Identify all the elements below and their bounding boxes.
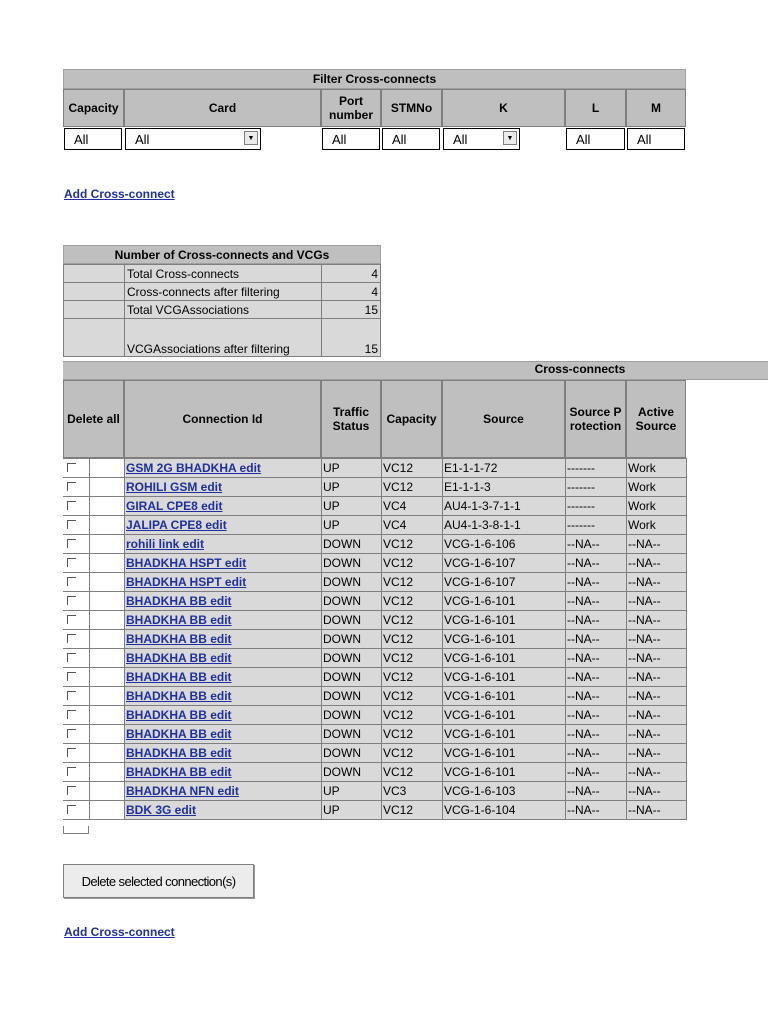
active-source-cell: --NA--	[627, 649, 687, 668]
connection-edit-link[interactable]: BHADKHA BB edit	[126, 670, 232, 684]
traffic-status-cell: UP	[322, 459, 382, 478]
row-checkbox[interactable]	[67, 634, 76, 643]
row-checkbox[interactable]	[67, 501, 76, 510]
table-row	[64, 706, 687, 725]
row-checkbox[interactable]	[67, 691, 76, 700]
source-cell: VCG-1-6-103	[443, 782, 566, 801]
capacity-cell: VC12	[382, 649, 443, 668]
traffic-status-cell: UP	[322, 782, 382, 801]
source-protection-cell: -------	[566, 459, 627, 478]
source-cell: VCG-1-6-107	[443, 554, 566, 573]
source-protection-cell: -------	[566, 497, 627, 516]
connection-id-header: Connection Id	[124, 380, 321, 458]
delete-selected-button[interactable]: Delete selected connection(s)	[63, 864, 254, 898]
table-row	[64, 611, 687, 630]
connection-edit-link[interactable]: BDK 3G edit	[126, 803, 197, 817]
traffic-status-cell: DOWN	[322, 763, 382, 782]
cross-connects-table	[63, 458, 687, 820]
summary-row	[64, 301, 381, 319]
capacity-cell: VC12	[382, 801, 443, 820]
filter-header-capacity: Capacity	[63, 89, 124, 127]
traffic-status-cell: DOWN	[322, 573, 382, 592]
filter-header-m: M	[626, 89, 686, 127]
summary-value: 4	[322, 265, 381, 283]
filter-header-k: K	[442, 89, 565, 127]
source-protection-cell: -------	[566, 478, 627, 497]
table-row	[64, 668, 687, 687]
source-protection-cell: --NA--	[566, 725, 627, 744]
row-checkbox[interactable]	[67, 577, 76, 586]
row-checkbox[interactable]	[67, 672, 76, 681]
capacity-cell: VC12	[382, 554, 443, 573]
source-protection-cell: --NA--	[566, 687, 627, 706]
connection-edit-link[interactable]: BHADKHA BB edit	[126, 727, 232, 741]
add-cross-connect-link[interactable]: Add Cross-connect	[64, 925, 175, 939]
connection-edit-link[interactable]: GIRAL CPE8 edit	[126, 499, 223, 513]
traffic-status-cell: DOWN	[322, 725, 382, 744]
table-row	[64, 478, 687, 497]
capacity-cell: VC12	[382, 630, 443, 649]
row-checkbox-cell	[64, 725, 90, 744]
connection-edit-link[interactable]: GSM 2G BHADKHA edit	[126, 461, 261, 475]
row-checkbox-cell	[64, 801, 90, 820]
capacity-cell: VC12	[382, 459, 443, 478]
connection-edit-link[interactable]: BHADKHA BB edit	[126, 613, 232, 627]
filter-header-card: Card	[124, 89, 321, 127]
active-source-cell: --NA--	[627, 687, 687, 706]
row-checkbox[interactable]	[67, 463, 76, 472]
source-protection-cell: -------	[566, 516, 627, 535]
row-checkbox[interactable]	[67, 653, 76, 662]
source-cell: E1-1-1-3	[443, 478, 566, 497]
traffic-status-cell: DOWN	[322, 744, 382, 763]
row-checkbox[interactable]	[67, 748, 76, 757]
traffic-status-cell: DOWN	[322, 687, 382, 706]
row-checkbox[interactable]	[67, 615, 76, 624]
capacity-cell: VC12	[382, 535, 443, 554]
source-cell: VCG-1-6-101	[443, 668, 566, 687]
active-source-cell: --NA--	[627, 706, 687, 725]
source-cell: VCG-1-6-101	[443, 763, 566, 782]
table-row	[64, 725, 687, 744]
row-checkbox[interactable]	[67, 539, 76, 548]
active-source-cell: --NA--	[627, 554, 687, 573]
summary-title: Number of Cross-connects and VCGs	[63, 245, 381, 264]
source-cell: VCG-1-6-101	[443, 592, 566, 611]
table-row	[64, 763, 687, 782]
summary-value: 15	[322, 319, 381, 357]
traffic-status-cell: DOWN	[322, 649, 382, 668]
source-cell: VCG-1-6-101	[443, 744, 566, 763]
capacity-cell: VC12	[382, 611, 443, 630]
source-protection-header: Source Protection	[565, 380, 626, 458]
traffic-status-cell: DOWN	[322, 554, 382, 573]
source-protection-cell: --NA--	[566, 649, 627, 668]
traffic-status-cell: DOWN	[322, 706, 382, 725]
connection-edit-link[interactable]: BHADKHA NFN edit	[126, 784, 239, 798]
source-protection-cell: --NA--	[566, 763, 627, 782]
table-row	[64, 687, 687, 706]
m-filter-input[interactable]: All	[627, 128, 685, 150]
active-source-cell: --NA--	[627, 801, 687, 820]
capacity-cell: VC12	[382, 592, 443, 611]
connection-edit-link[interactable]: BHADKHA HSPT edit	[126, 556, 247, 570]
active-source-cell: --NA--	[627, 535, 687, 554]
filter-header-port-number: Port number	[321, 89, 381, 127]
active-source-cell: --NA--	[627, 763, 687, 782]
row-checkbox-cell	[64, 668, 90, 687]
source-protection-cell: --NA--	[566, 611, 627, 630]
source-cell: AU4-1-3-7-1-1	[443, 497, 566, 516]
row-checkbox-cell	[64, 763, 90, 782]
table-row	[64, 497, 687, 516]
row-checkbox-cell	[64, 592, 90, 611]
capacity-cell: VC12	[382, 744, 443, 763]
table-row	[64, 535, 687, 554]
row-checkbox[interactable]	[67, 710, 76, 719]
active-source-cell: Work	[627, 478, 687, 497]
active-source-cell: --NA--	[627, 573, 687, 592]
active-source-cell: --NA--	[627, 782, 687, 801]
source-cell: VCG-1-6-107	[443, 573, 566, 592]
active-source-cell: --NA--	[627, 744, 687, 763]
chevron-down-icon[interactable]: ▼	[503, 131, 517, 145]
source-protection-cell: --NA--	[566, 573, 627, 592]
table-row	[64, 649, 687, 668]
active-source-cell: --NA--	[627, 592, 687, 611]
cross-connects-title: Cross-connects	[534, 362, 626, 376]
summary-table	[63, 264, 381, 357]
port-number-filter-input[interactable]: All	[322, 128, 380, 150]
summary-row	[64, 319, 381, 357]
capacity-cell: VC12	[382, 687, 443, 706]
connection-edit-link[interactable]: JALIPA CPE8 edit	[126, 518, 227, 532]
summary-value: 4	[322, 283, 381, 301]
source-protection-cell: --NA--	[566, 782, 627, 801]
filter-title: Filter Cross-connects	[63, 69, 686, 89]
source-cell: VCG-1-6-104	[443, 801, 566, 820]
connection-edit-link[interactable]: ROHILI GSM edit	[126, 480, 222, 494]
row-checkbox-cell	[64, 706, 90, 725]
source-cell: AU4-1-3-8-1-1	[443, 516, 566, 535]
row-checkbox-cell	[64, 554, 90, 573]
summary-value: 15	[322, 301, 381, 319]
summary-label: VCGAssociations after filtering	[125, 319, 322, 357]
chevron-down-icon[interactable]: ▼	[244, 131, 258, 145]
source-cell: VCG-1-6-101	[443, 649, 566, 668]
connection-edit-link[interactable]: BHADKHA BB edit	[126, 651, 232, 665]
source-protection-cell: --NA--	[566, 744, 627, 763]
capacity-cell: VC4	[382, 497, 443, 516]
source-cell: E1-1-1-72	[443, 459, 566, 478]
capacity-cell: VC4	[382, 516, 443, 535]
capacity-cell: VC3	[382, 782, 443, 801]
connection-edit-link[interactable]: BHADKHA BB edit	[126, 594, 232, 608]
traffic-status-header: Traffic Status	[321, 380, 381, 458]
traffic-status-cell: UP	[322, 801, 382, 820]
traffic-status-cell: UP	[322, 497, 382, 516]
k-filter-select[interactable]: All ▼	[443, 128, 520, 150]
active-source-header: Active Source	[626, 380, 686, 458]
active-source-cell: Work	[627, 459, 687, 478]
traffic-status-cell: DOWN	[322, 668, 382, 687]
traffic-status-cell: DOWN	[322, 611, 382, 630]
row-checkbox[interactable]	[67, 805, 76, 814]
table-row	[64, 630, 687, 649]
source-protection-cell: --NA--	[566, 801, 627, 820]
capacity-filter-input[interactable]: All	[64, 128, 122, 150]
table-row	[64, 782, 687, 801]
card-filter-select[interactable]: All ▼	[125, 128, 261, 150]
active-source-cell: --NA--	[627, 725, 687, 744]
row-checkbox-cell	[64, 497, 90, 516]
traffic-status-cell: DOWN	[322, 630, 382, 649]
connection-edit-link[interactable]: BHADKHA BB edit	[126, 632, 232, 646]
source-cell: VCG-1-6-101	[443, 630, 566, 649]
active-source-cell: --NA--	[627, 630, 687, 649]
row-checkbox-cell	[64, 611, 90, 630]
source-protection-cell: --NA--	[566, 535, 627, 554]
capacity-cell: VC12	[382, 478, 443, 497]
row-checkbox[interactable]	[67, 482, 76, 491]
l-filter-input[interactable]: All	[566, 128, 625, 150]
row-checkbox-cell	[64, 744, 90, 763]
row-checkbox-cell	[64, 478, 90, 497]
connection-edit-link[interactable]: BHADKHA BB edit	[126, 708, 232, 722]
row-checkbox[interactable]	[67, 558, 76, 567]
source-cell: VCG-1-6-101	[443, 611, 566, 630]
row-checkbox-cell	[64, 516, 90, 535]
row-checkbox-cell	[64, 459, 90, 478]
traffic-status-cell: UP	[322, 516, 382, 535]
connection-edit-link[interactable]: rohili link edit	[126, 537, 205, 551]
delete-all-header[interactable]: Delete all	[63, 380, 124, 458]
source-protection-cell: --NA--	[566, 592, 627, 611]
row-checkbox[interactable]	[67, 596, 76, 605]
active-source-cell: Work	[627, 497, 687, 516]
capacity-header: Capacity	[381, 380, 442, 458]
row-checkbox-cell	[64, 782, 90, 801]
table-row	[64, 554, 687, 573]
source-cell: VCG-1-6-101	[443, 706, 566, 725]
active-source-cell: Work	[627, 516, 687, 535]
connection-edit-link[interactable]: BHADKHA BB edit	[126, 765, 232, 779]
add-cross-connect-link[interactable]: Add Cross-connect	[64, 187, 175, 201]
row-checkbox-cell	[64, 573, 90, 592]
table-row	[64, 744, 687, 763]
filter-header-stmno: STMNo	[381, 89, 442, 127]
row-checkbox-cell	[64, 630, 90, 649]
active-source-cell: --NA--	[627, 668, 687, 687]
source-protection-cell: --NA--	[566, 554, 627, 573]
traffic-status-cell: UP	[322, 478, 382, 497]
source-protection-cell: --NA--	[566, 630, 627, 649]
row-checkbox[interactable]	[67, 520, 76, 529]
row-checkbox[interactable]	[67, 729, 76, 738]
capacity-cell: VC12	[382, 573, 443, 592]
table-row	[64, 801, 687, 820]
summary-label: Total Cross-connects	[125, 265, 322, 283]
source-header: Source	[442, 380, 565, 458]
table-row	[64, 516, 687, 535]
summary-row	[64, 283, 381, 301]
traffic-status-cell: DOWN	[322, 592, 382, 611]
traffic-status-cell: DOWN	[322, 535, 382, 554]
summary-label: Cross-connects after filtering	[125, 283, 322, 301]
row-checkbox-cell	[64, 535, 90, 554]
stmno-filter-input[interactable]: All	[382, 128, 440, 150]
connection-edit-link[interactable]: BHADKHA BB edit	[126, 689, 232, 703]
summary-label: Total VCGAssociations	[125, 301, 322, 319]
row-checkbox-cell	[64, 649, 90, 668]
capacity-cell: VC12	[382, 706, 443, 725]
source-protection-cell: --NA--	[566, 706, 627, 725]
table-row	[64, 573, 687, 592]
capacity-cell: VC12	[382, 763, 443, 782]
connection-edit-link[interactable]: BHADKHA BB edit	[126, 746, 232, 760]
source-cell: VCG-1-6-101	[443, 725, 566, 744]
connection-edit-link[interactable]: BHADKHA HSPT edit	[126, 575, 247, 589]
row-checkbox-cell	[64, 687, 90, 706]
table-row	[64, 459, 687, 478]
active-source-cell: --NA--	[627, 611, 687, 630]
source-cell: VCG-1-6-106	[443, 535, 566, 554]
row-checkbox[interactable]	[67, 767, 76, 776]
row-checkbox[interactable]	[67, 786, 76, 795]
filter-header-l: L	[565, 89, 626, 127]
source-cell: VCG-1-6-101	[443, 687, 566, 706]
source-protection-cell: --NA--	[566, 668, 627, 687]
table-row	[64, 592, 687, 611]
capacity-cell: VC12	[382, 668, 443, 687]
capacity-cell: VC12	[382, 725, 443, 744]
summary-row	[64, 265, 381, 283]
